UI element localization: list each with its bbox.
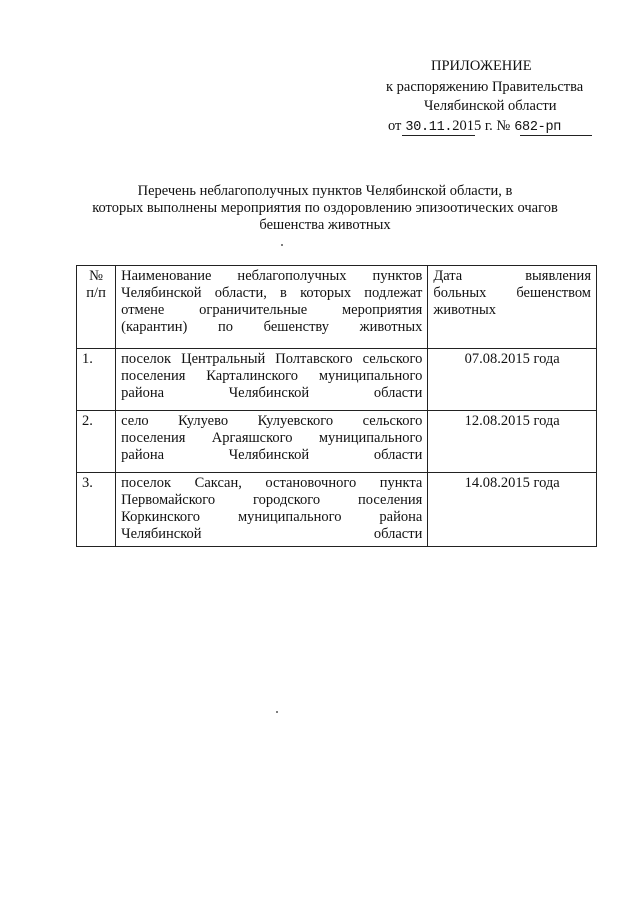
row-num: 1. (77, 349, 116, 411)
row-num: 3. (77, 473, 116, 547)
row-name-cell (116, 411, 428, 473)
header-num-pp: п/п (86, 285, 106, 301)
header-date-cell (428, 266, 597, 349)
date-value: 30.11. (405, 120, 453, 135)
date-underline (402, 135, 475, 136)
table-header-row (77, 266, 597, 349)
row-name-line: Челябинской области (121, 526, 423, 542)
row-name-line: района Челябинской области (121, 385, 423, 401)
row-name-line: района Челябинской области (121, 447, 423, 463)
header-name-line: (карантин) по бешенству животных (121, 319, 423, 335)
header-date-line: больных бешенством (433, 285, 591, 301)
row-name-cell (116, 473, 428, 547)
header-date-line: животных (433, 302, 497, 318)
row-name-line: поселения Карталинского муниципального (121, 368, 423, 384)
row-name-line: село Кулуево Кулуевского сельского (121, 413, 423, 429)
table-row (77, 473, 597, 547)
row-name-cell (116, 349, 428, 411)
header-num-sign: № (89, 268, 103, 284)
appendix-date-line (388, 118, 561, 136)
row-name-line: Коркинского муниципального района (121, 509, 423, 525)
header-name-line: Челябинской области, в которых подлежат (121, 285, 423, 301)
title-line-3: бешенства животных (259, 217, 391, 233)
appendix-heading: ПРИЛОЖЕНИЕ (431, 58, 532, 74)
row-date: 14.08.2015 года (428, 473, 597, 547)
header-name-line: отмене ограничительные мероприятия (121, 302, 423, 318)
date-suffix: 2015 г. № (452, 118, 511, 134)
header-name-line: Наименование неблагополучных пунктов (121, 268, 423, 284)
table-row (77, 411, 597, 473)
header-num-cell (77, 266, 116, 349)
scan-speck (276, 711, 278, 713)
row-num: 2. (77, 411, 116, 473)
row-name-line: поселок Саксан, остановочного пункта (121, 475, 423, 491)
document-title (60, 183, 590, 234)
number-underline (520, 135, 592, 136)
appendix-line-1: к распоряжению Правительства (386, 79, 584, 95)
row-date: 07.08.2015 года (428, 349, 597, 411)
row-name-line: поселения Аргаяшского муниципального (121, 430, 423, 446)
row-name-line: поселок Центральный Полтавского сельского (121, 351, 423, 367)
appendix-line-2: Челябинской области (424, 98, 557, 114)
scan-speck (281, 244, 283, 246)
title-line-1: Перечень неблагополучных пунктов Челябинской области, в (137, 183, 513, 199)
order-number: 682-рп (514, 120, 562, 135)
table-row (77, 349, 597, 411)
header-date-line: Дата выявления (433, 268, 591, 284)
row-name-line: Первомайского городского поселения (121, 492, 423, 508)
title-line-2: которых выполнены мероприятия по оздоровлению эпизоотических очагов (92, 200, 558, 216)
row-date: 12.08.2015 года (428, 411, 597, 473)
date-prefix: от (388, 118, 402, 134)
points-table (76, 265, 597, 547)
header-name-cell (116, 266, 428, 349)
